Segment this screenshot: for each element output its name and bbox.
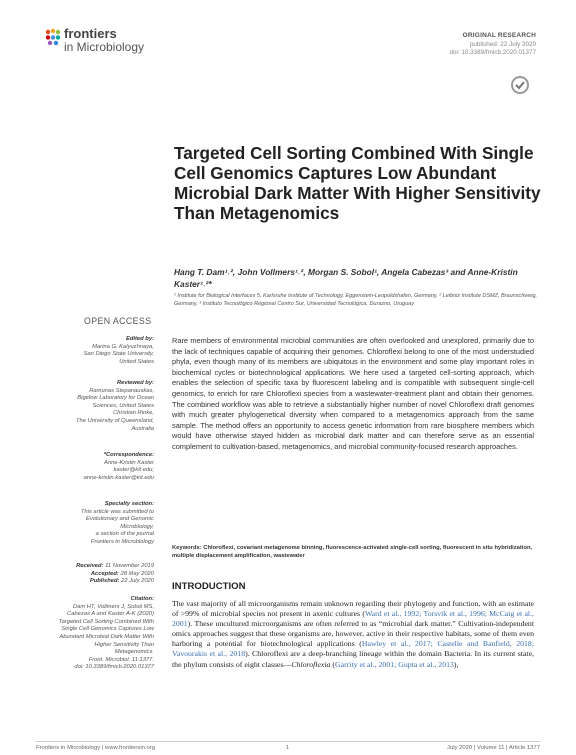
citation-line: Cabezas A and Kaster A-K (2020) [67, 611, 154, 618]
specialty-line: This article was submitted to [80, 508, 154, 515]
article-title: Targeted Cell Sorting Combined With Single Cell Genomics Captures Low Abundant Microbial Dark Matter With Higher Sensitivity Than Metagenomics [174, 143, 541, 223]
specialty-line: a section of the journal [95, 531, 154, 538]
reviewer-line: The University of Queensland, [76, 417, 154, 424]
correspondence-label: *Correspondence: [103, 452, 154, 458]
check-updates-icon [506, 75, 534, 105]
author-list: Hang T. Dam¹˒², John Vollmers¹˒², Morgan S. Sobol¹, Angela Cabezas³ and Anne-Kristin Kaster¹˒²* [174, 267, 518, 289]
citation-line: Targeted Cell Sorting Combined With [58, 618, 154, 625]
specialty-line: Evolutionary and Genomic [86, 516, 154, 523]
citation-label: Citation: [130, 596, 154, 602]
journal-name: in Microbiology [64, 40, 145, 54]
editor-line: Marina G. Kalyuzhnaya, [92, 343, 154, 350]
intro-text: The vast majority of all microorganisms remain unknown regarding their phylogeny and function, with an estimate of >99% of microbial species not present in axenic cultures ( [172, 599, 534, 619]
intro-text: ). Chloroflexi are a deep-branching lineage within the domain Bacteria. In its current state, the phylum consists of eight classes— [172, 649, 534, 669]
citation-link[interactable]: Ward et al., 1992; Torsvik et al., 1996; McCaig et al., 2001 [172, 609, 534, 629]
article-type: ORIGINAL RESEARCH [462, 32, 536, 39]
affiliations: ¹ Institute for Biological Interfaces 5, Karlsruhe Institute of Technology, Eggenstein-Leopoldshafen, Germany, ² Leibniz Institute DSMZ, Braunschweig, Germany, ³ Instituto Tecnológico Regional Centro Sur, Universidad Tecnológica, Durazno, Uruguay [174, 293, 538, 307]
taxon-name: Chloroflexia [291, 659, 331, 669]
citation-link[interactable]: Hawley et al., 2017; Castelle and Banfield, 2018; Vavourakis et al., 2018 [172, 639, 535, 659]
intro-text: ). These uncultured microorganisms are often referred to as “microbial dark matter.” Cultivation-independent omics approaches suggest that these organisms are, however, active in their respective habitats, some of them even harboring a potential for biotechnological applications ( [172, 619, 534, 649]
citation-line: Abundant Microbial Dark Matter With [59, 633, 154, 640]
abstract-text: Rare members of environmental microbial communities are often overlooked and unexplored, primarily due to the lack of techniques capable of acquiring their genomes. Chloroflexi belong to one of the most understudied phyla, even though many of its members are ubiquitous in the environment and some play important roles in biochemical cycles or biotechnological applications. We here used a targeted cell-sorting approach, which enables the selection of specific taxa by fluorescent labeling and is compatible with subsequent single-cell genomics, to enrich for rare Chloroflexi species from a wastewater-treatment plant and obtain their genomes. The combined workflow was able to retrieve a substantially higher number of novel Chloroflexi draft genomes with much greater phylogenetical diversity when compared to a metagenomics approach from the same sample. The method offers an opportunity to access genetic information from rare biosphere members which would have otherwise stayed hidden as microbial dark matter and can therefore serve as an essential complement to cultivation-based, metagenomics, and microbial community-focused research approaches. [172, 336, 534, 451]
reviewed-by-label: Reviewed by: [116, 380, 154, 386]
corr-email[interactable]: anne-kristin.kaster@kit.edu [83, 474, 154, 481]
footer-journal-link[interactable]: Frontiers in Microbiology | www.frontiersin.org [36, 745, 156, 751]
open-access-label: OPEN ACCESS [84, 316, 152, 326]
citation-doi[interactable]: doi: 10.3389/fmicb.2020.01377 [74, 664, 154, 671]
article-meta [450, 32, 536, 58]
keywords-list: Chloroflexi, covariant metagenome binning, fluorescence-activated single-cell sorting, fluorescent in situ hybridization, multiple displacement amplification, wastewater [172, 545, 533, 559]
page-number: 1 [286, 745, 290, 751]
editor-line: United States [119, 358, 154, 365]
citation-line: Metagenomics. [114, 649, 154, 656]
reviewer-line: Sciences, United States [92, 402, 154, 409]
check-for-updates-badge[interactable] [506, 75, 534, 105]
reviewer-line: Australia [131, 425, 154, 432]
specialty-line: Frontiers in Microbiology [90, 538, 154, 545]
citation-block [58, 596, 154, 672]
brand-name: frontiers [64, 26, 117, 41]
citation-line: Higher Sensitivity Than [94, 641, 154, 648]
doi-link[interactable]: doi: 10.3389/fmicb.2020.01377 [449, 49, 536, 56]
edited-by-label: Edited by: [125, 336, 154, 342]
received-label: Received: [76, 563, 104, 569]
citation-line: Single Cell Genomics Captures Low [61, 626, 154, 633]
corr-email[interactable]: kaster@kit.edu; [113, 467, 154, 474]
keywords-label: Keywords: [172, 545, 202, 551]
dates-block [58, 563, 154, 586]
citation-line: Dam HT, Vollmers J, Sobol MS, [72, 603, 154, 610]
accepted-label: Accepted: [90, 570, 119, 577]
keywords [172, 545, 536, 561]
footer-issue: July 2020 | Volume 11 | Article 1377 [446, 745, 540, 751]
citation-line: Front. Microbiol. 11:1377. [88, 656, 154, 663]
reviewed-by-block [58, 380, 154, 433]
published-date: published: 22 July 2020 [469, 40, 536, 48]
edited-by-block [58, 336, 154, 366]
received-date: 11 November 2019 [105, 563, 154, 569]
correspondence-block [58, 452, 154, 482]
intro-text: ), [453, 659, 459, 669]
published-date-side: 22 July 2020 [121, 578, 154, 585]
specialty-label: Specialty section: [104, 501, 154, 507]
editor-line: San Diego State University, [83, 351, 154, 358]
corr-line: Anne-Kristin Kaster [104, 459, 154, 466]
introduction-paragraph [172, 599, 534, 670]
published-label: Published: [89, 578, 120, 585]
section-heading-introduction: INTRODUCTION [172, 581, 246, 592]
intro-text: ( [330, 659, 336, 669]
specialty-line: Microbiology, [120, 523, 154, 530]
footer-divider [36, 741, 540, 742]
specialty-block [58, 501, 154, 547]
reviewer-line: Christian Rinke, [113, 410, 154, 417]
citation-link[interactable]: Garrity et al., 2001; Gupta et al., 2013 [335, 659, 454, 669]
accepted-date: 28 May 2020 [120, 570, 154, 577]
reviewer-line: Ramunas Stepanauskas, [89, 387, 154, 394]
journal-logo[interactable] [44, 26, 164, 62]
frontiers-logo-icon [44, 28, 62, 46]
reviewer-line: Bigelow Laboratory for Ocean [77, 395, 154, 402]
